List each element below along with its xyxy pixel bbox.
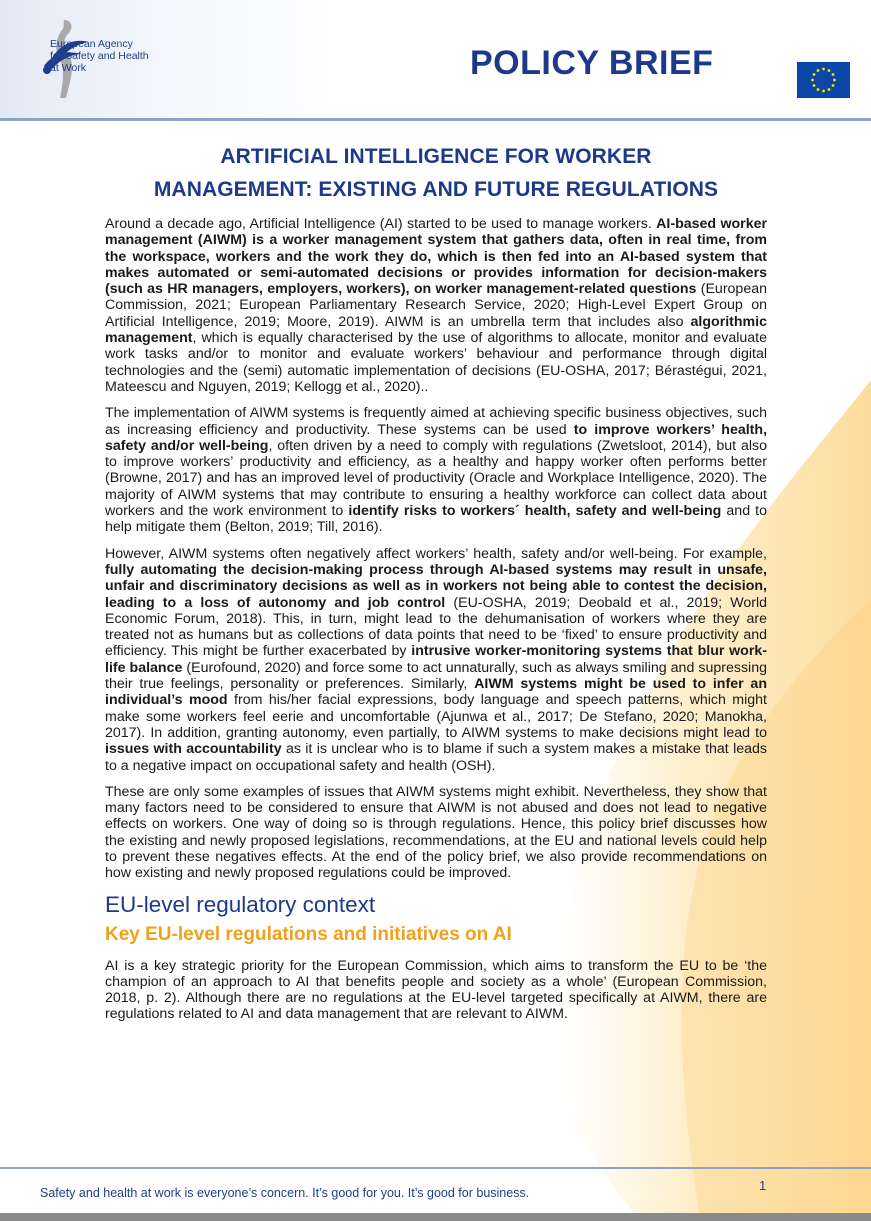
bottom-bar — [0, 1213, 871, 1221]
bold-text-run: algorithmic management — [105, 313, 767, 347]
text-run: The implementation of AIWM systems is frequently aimed at achieving specific business objectives, such as increasing efficiency and productivity. These systems can be used — [105, 405, 767, 438]
page-number: 1 — [759, 1178, 767, 1193]
agency-name-line: for Safety and Health — [50, 50, 149, 62]
main-content — [105, 140, 767, 1033]
text-run: from his/her facial expressions, body language and speech patterns, which might make some workers feel eerie and uncomfortable (Ajunwa et al., 2017; De Stefano, 2020; Manokha, 2017). In addition, granting autonomy, even partially, to AIWM systems to make decisions might lead to — [105, 692, 768, 741]
page-header — [0, 0, 871, 118]
star-icon — [832, 73, 835, 76]
agency-name-line: European Agency — [50, 38, 133, 50]
text-run: , often driven by a need to comply with regulations (Zwetsloot, 2014), but also to improve workers’ productivity and efficiency, as a healthy and happy worker often performs better (Browne, 2017) and has an improved level of productivity (Oracle and Workplace Intelligence, 2020). The majority of AIWM systems that may contribute to ensuring a healthy workforce can collect data about workers and the work environment to — [105, 437, 767, 520]
title-line: ARTIFICIAL INTELLIGENCE FOR WORKER — [220, 145, 652, 168]
eu-flag-icon — [797, 62, 850, 98]
star-icon — [813, 84, 816, 87]
bold-text-run: fully automating the decision-making process through AI-based systems may result in unsafe, unfair and discriminatory decisions as well as in workers not being able to contest the decision, leading to a loss of autonomy and job control — [105, 561, 767, 611]
bold-text-run: AI-based worker management (AIWM) is a worker management system that gathers data, often in real time, from the workspace, workers and the work they do, which is then fed into an AI-based system that makes automated or semi-automated decisions or provides information for decision-makers (such as HR managers, employers, workers), on worker management-related questions — [105, 216, 767, 298]
agency-name-line: at Work — [50, 62, 86, 74]
title-line: MANAGEMENT: EXISTING AND FUTURE REGULATIONS — [153, 178, 719, 201]
text-run: , which is equally characterised by the use of algorithms to allocate, monitor and evaluate work tasks and/or to monitor and evaluate workers’ behaviour and performance through digital technologies and the (semi) automatic implementation of decisions (EU-OSHA, 2017; Bérastégui, 2021, Mateescu and Nguyen, 2019; Kellogg et al., 2020).. — [105, 330, 767, 395]
star-icon — [828, 88, 831, 91]
document-title — [105, 140, 767, 206]
bold-text-run: identify risks to workers´ health, safety and well-being — [348, 503, 722, 520]
star-icon — [822, 90, 825, 93]
paragraph — [105, 405, 767, 535]
paragraph: AI is a key strategic priority for the European Commission, which aims to transform the EU to be ‘the champion of an approach to AI that benefits people and society as a whole’ (European Commission, 2018, p. 2). Although there are no regulations at the EU-level targeted specifically at AIWM, there are regulations related to AI and data management that are relevant to AIWM. — [105, 957, 767, 1023]
text-run: as it is unclear who is to blame if such a system makes a mistake that leads to a negative impact on occupational safety and health (OSH). — [105, 741, 767, 774]
footer-slogan: Safety and health at work is everyone’s concern. It’s good for you. It’s good for business. — [40, 1186, 530, 1200]
bold-text-run: issues with accountability — [105, 741, 282, 758]
text-run: Around a decade ago, Artificial Intelligence (AI) started to be used to manage workers. — [105, 216, 657, 232]
star-icon — [828, 69, 831, 72]
header-divider — [0, 118, 871, 121]
footer-divider — [0, 1167, 871, 1169]
bold-text-run: intrusive worker-monitoring systems that blur work-life balance — [105, 643, 767, 676]
text-run: and to help mitigate them (Belton, 2019; Till, 2016). — [105, 503, 767, 536]
text-run: (EU-OSHA, 2019; Deobald et al., 2019; World Economic Forum, 2018). This, in turn, might lead to the dehumanisation of workers where they are treated not as humans but as collections of data points that need to be ‘fixed’ to ensure productivity and efficiency. This might be further exacerbated by — [105, 594, 768, 660]
star-icon — [817, 69, 820, 72]
star-icon — [811, 79, 814, 82]
paragraph — [105, 216, 767, 395]
document-type-heading: POLICY BRIEF — [470, 44, 714, 82]
text-run: These are only some examples of issues that AIWM systems might exhibit. Nevertheless, they show that many factors need to be considered to ensure that AIWM is not abused and does not lead to negative effects on workers. One way of doing so is through regulations. Hence, this policy brief discusses how the existing and newly proposed legislations, recommendations, at the EU and national levels could help to prevent these negatives effects. At the end of the policy brief, we also provide recommendations on how existing and newly proposed regulations could be improved. — [105, 783, 767, 882]
bold-text-run: to improve workers’ health, safety and/or well-being — [105, 421, 768, 454]
subsection-heading: Key EU-level regulations and initiatives on AI — [105, 923, 512, 945]
star-icon — [817, 88, 820, 91]
text-run: However, AIWM systems often negatively affect workers’ health, safety and/or well-being. For example, — [105, 545, 767, 562]
star-icon — [822, 68, 825, 71]
star-icon — [832, 84, 835, 87]
agency-name — [50, 38, 149, 74]
text-run: (Eurofound, 2020) and force some to act unnaturally, such as always smiling and supressing their true feelings, personality or preferences. Similarly, — [105, 659, 767, 693]
star-icon — [813, 73, 816, 76]
paragraph — [105, 546, 767, 774]
bold-text-run: AIWM systems might be used to infer an individual’s mood — [105, 676, 767, 709]
star-icon — [833, 79, 836, 82]
text-run: (European Commission, 2021; European Parliamentary Research Service, 2020; High-Level Expert Group on Artificial Intelligence, 2019; Moore, 2019). AIWM is an umbrella term that includes also — [105, 281, 767, 330]
section-heading: EU-level regulatory context — [105, 891, 376, 917]
paragraph — [105, 784, 767, 882]
